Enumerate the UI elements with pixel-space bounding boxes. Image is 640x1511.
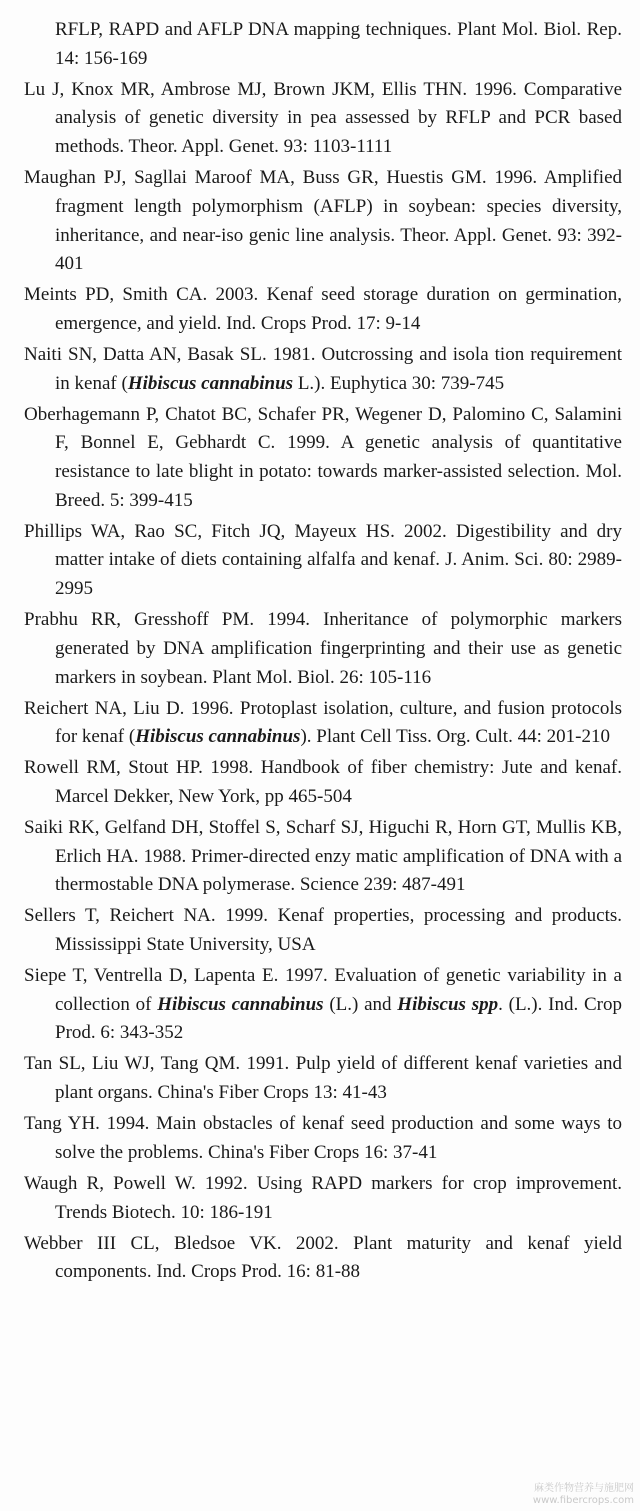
reference-text: Prabhu RR, Gresshoff PM. 1994. Inheritance of polymorphic markers generated by DNA amplification fingerprinting and their use as genetic markers in soybean. Plant Mol. Biol. 26: 105-116 [24, 609, 622, 688]
reference-text: (L.) and [323, 993, 398, 1015]
reference-text: Tan SL, Liu WJ, Tang QM. 1991. Pulp yield of different kenaf varieties and plant organs. China's Fiber Crops 13: 41-43 [24, 1053, 622, 1104]
reference-item [24, 695, 622, 752]
reference-item [24, 16, 622, 73]
reference-text: Siepe T, Ventrella D, Lapenta E. 1997. Evaluation of genetic variability in a collection of [24, 965, 622, 1015]
reference-text: Webber III CL, Bledsoe VK. 2002. Plant maturity and kenaf yield components. Ind. Crops Prod. 16: 81-88 [24, 1232, 622, 1283]
reference-item [24, 164, 622, 279]
reference-item [24, 606, 622, 692]
reference-item [24, 1050, 622, 1107]
reference-item [24, 76, 622, 162]
reference-text: RFLP, RAPD and AFLP DNA mapping techniques. Plant Mol. Biol. Rep. 14: 156-169 [55, 19, 622, 69]
reference-item [24, 518, 622, 604]
reference-text: Oberhagemann P, Chatot BC, Schafer PR, Wegener D, Palomino C, Salamini F, Bonnel E, Gebhardt C. 1999. A genetic analysis of quantitative resistance to late blight in potato: towards marker-assisted selection. Mol. Breed. 5: 399-415 [24, 403, 622, 511]
reference-text: Tang YH. 1994. Main obstacles of kenaf seed production and some ways to solve the problems. China's Fiber Crops 16: 37-41 [24, 1113, 622, 1163]
reference-item [24, 401, 622, 516]
reference-item [24, 1110, 622, 1167]
reference-text: Saiki RK, Gelfand DH, Stoffel S, Scharf SJ, Higuchi R, Horn GT, Mullis KB, Erlich HA. 1988. Primer-directed enzy matic amplification of DNA with a thermostable DNA polymerase. Science 239: 487-491 [24, 816, 622, 896]
reference-text: Rowell RM, Stout HP. 1998. Handbook of fiber chemistry: Jute and kenaf. Marcel Dekker, New York, pp 465-504 [24, 757, 622, 807]
reference-text: Maughan PJ, Sagllai Maroof MA, Buss GR, Huestis GM. 1996. Amplified fragment length polymorphism (AFLP) in soybean: species diversity, inheritance, and near-iso genic line analysis. Theor. Appl. Genet. 93: 392-401 [24, 167, 622, 275]
reference-item [24, 902, 622, 959]
reference-item [24, 814, 622, 900]
reference-item [24, 1170, 622, 1227]
reference-text: Phillips WA, Rao SC, Fitch JQ, Mayeux HS. 2002. Digestibility and dry matter intake of diets containing alfalfa and kenaf. J. Anim. Sci. 80: 2989-2995 [24, 520, 622, 600]
reference-item [24, 962, 622, 1048]
reference-text: Meints PD, Smith CA. 2003. Kenaf seed storage duration on germination, emergence, and yield. Ind. Crops Prod. 17: 9-14 [24, 284, 622, 334]
reference-text: Naiti SN, Datta AN, Basak SL. 1981. Outcrossing and isola tion requirement in kenaf ( [24, 343, 622, 394]
reference-item [24, 341, 622, 398]
species-name: Hibiscus spp [397, 993, 499, 1015]
watermark-line: 麻类作物营养与施肥网 [534, 1483, 634, 1494]
reference-text: Waugh R, Powell W. 1992. Using RAPD markers for crop improvement. Trends Biotech. 10: 186-191 [24, 1172, 622, 1223]
reference-item [24, 1230, 622, 1287]
species-name: Hibiscus cannabinus [135, 726, 301, 748]
reference-text: L.). Euphytica 30: 739-745 [293, 372, 505, 394]
reference-list [24, 16, 622, 1289]
reference-text: Reichert NA, Liu D. 1996. Protoplast isolation, culture, and fusion protocols for kenaf ( [24, 697, 622, 748]
reference-item [24, 754, 622, 811]
reference-text: . (L.). Ind. Crop Prod. 6: 343-352 [55, 993, 622, 1044]
reference-text: Lu J, Knox MR, Ambrose MJ, Brown JKM, Ellis THN. 1996. Comparative analysis of genetic diversity in pea assessed by RFLP and PCR based methods. Theor. Appl. Genet. 93: 1103-1111 [24, 78, 622, 158]
watermark-url: www.fibercrops.com [532, 1495, 634, 1506]
reference-text: Sellers T, Reichert NA. 1999. Kenaf properties, processing and products. Mississippi State University, USA [24, 905, 622, 956]
reference-text: ). Plant Cell Tiss. Org. Cult. 44: 201-210 [300, 726, 610, 748]
reference-item [24, 281, 622, 338]
species-name: Hibiscus cannabinus [127, 372, 294, 394]
species-name: Hibiscus cannabinus [157, 993, 324, 1015]
site-watermark [533, 1483, 634, 1507]
